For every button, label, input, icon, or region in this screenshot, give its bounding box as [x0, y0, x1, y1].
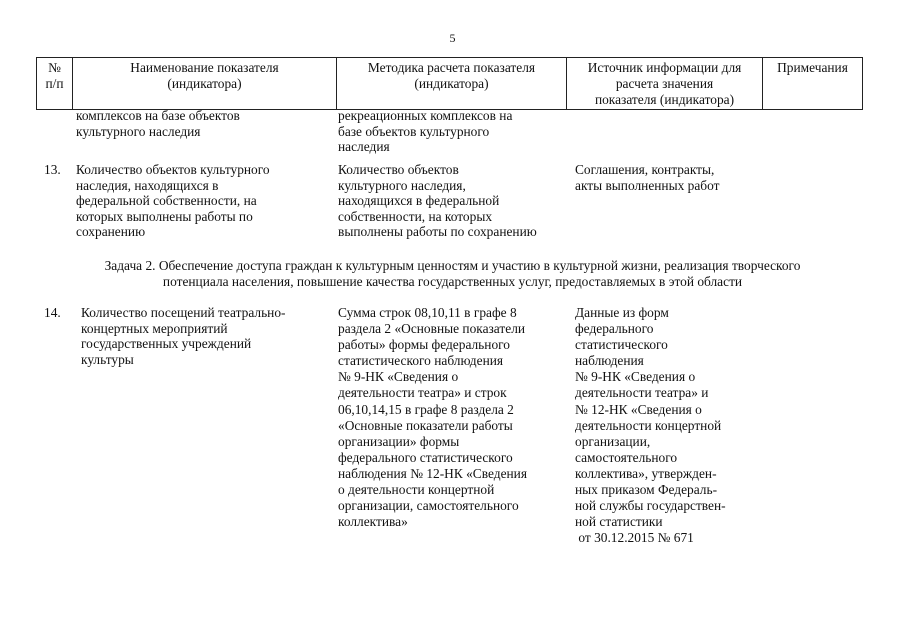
header-col-notes: Примечания [763, 58, 863, 110]
continuation-name: комплексов на базе объектов культурного наследия [76, 108, 240, 139]
header-col-source: Источник информации для расчета значения показателя (индикатора) [567, 58, 763, 110]
continuation-method: рекреационных комплексов на базе объектов культурного наследия [338, 108, 513, 155]
row-13-name: Количество объектов культурного наследия, находящихся в федеральной собственности, на которых выполнены работы по сохранению [76, 162, 270, 240]
row-13-source: Соглашения, контракты, акты выполненных работ [575, 162, 720, 193]
row-14-number: 14. [44, 305, 61, 320]
task-2-heading: Задача 2. Обеспечение доступа граждан к культурным ценностям и участию в культурной жизни, реализация творческого потенциала населения, повышение качества государственных услуг, предоставляемых в этой области [104, 258, 801, 289]
row-14-method: Сумма строк 08,10,11 в графе 8 раздела 2 «Основные показатели работы» формы федерального статистического наблюдения № 9-НК «Сведения о деятельности театра» и строк 06,10,14,15 в графе 8 раздела 2 «Основные показатели работы организации» формы федерального статистического наблюдения № 12-НК «Сведения о деятельности концертной организации, самостоятельного коллектива» [338, 305, 527, 530]
row-13-method: Количество объектов культурного наследия, находящихся в федеральной собственности, на которых выполнены работы по сохранению [338, 162, 537, 240]
header-col-name: Наименование показателя (индикатора) [73, 58, 337, 110]
table-header [36, 57, 863, 110]
row-14-name: Количество посещений театрально- концертных мероприятий государственных учреждений культуры [81, 305, 286, 367]
header-col-method: Методика расчета показателя (индикатора) [337, 58, 567, 110]
header-col-number: № п/п [37, 58, 73, 110]
row-13-number: 13. [44, 162, 61, 177]
row-14-source: Данные из форм федерального статистического наблюдения № 9-НК «Сведения о деятельности театра» и № 12-НК «Сведения о деятельности концертной организации, самостоятельного коллектива», утвержден- ных приказом Федераль- ной службы государствен- ной статистики от 30.12.2015 № 671 [575, 305, 726, 546]
page-number: 5 [449, 31, 456, 45]
